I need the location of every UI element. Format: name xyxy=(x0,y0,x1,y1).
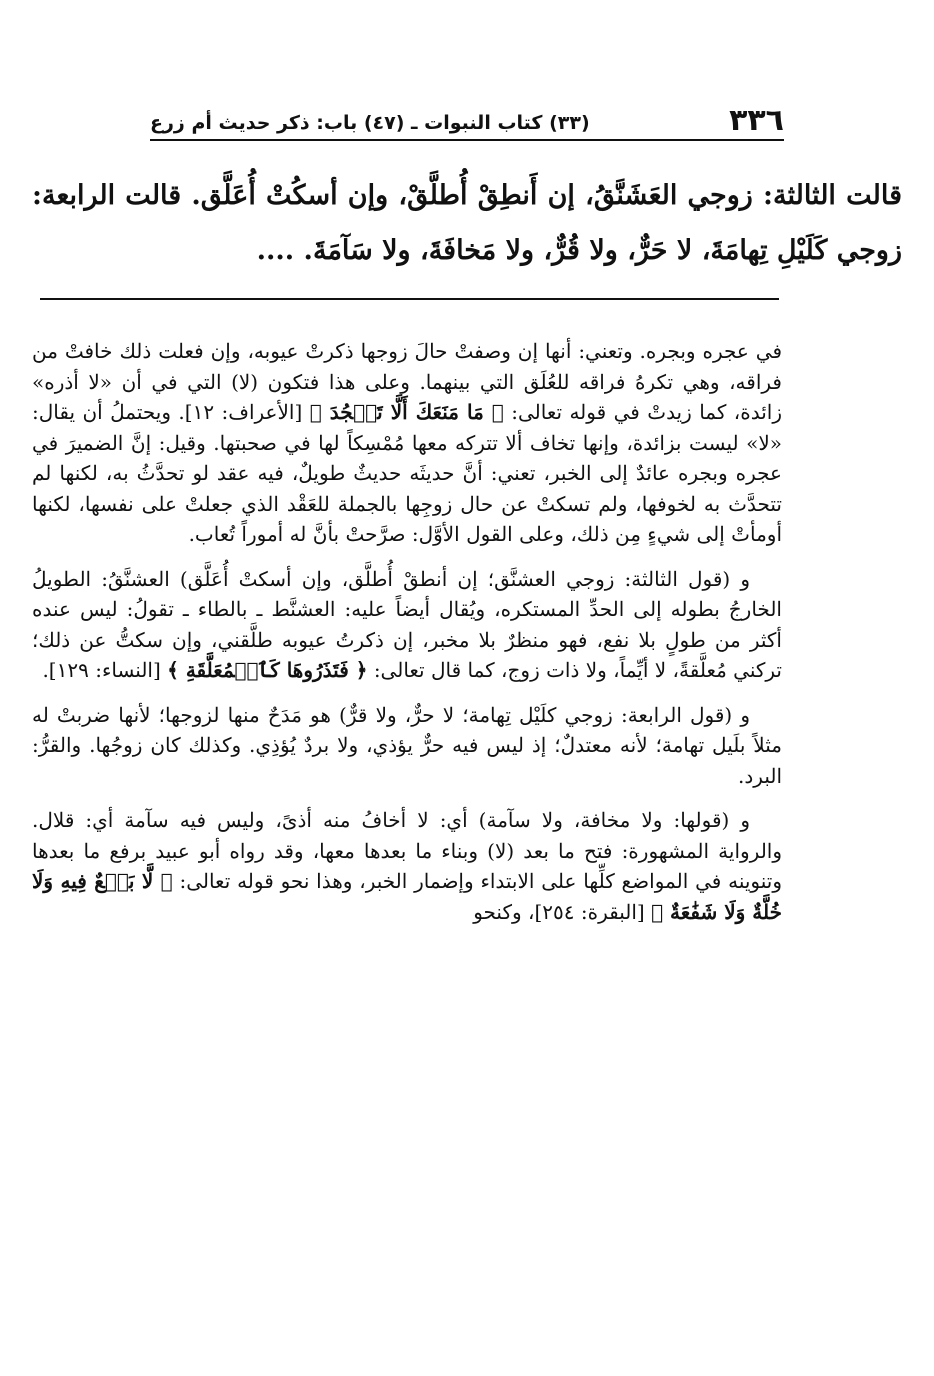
commentary-text: [الأعراف: ١٢]. ويحتملُ أن يقال: «لا» ليست بزائدة، وإنها تخاف ألا تتركه معها مُمْسِكاً لها في صحبتها. وقيل: إنَّ الضميرَ في عجره وبجره عائدٌ إلى الخبر، تعني: أنَّ حديثَه حديثٌ طويلٌ، فيه عقد لو تحدَّثُ به، لكنها لم تتحدَّث به لخوفها، ولم تسكتْ عن حال زوجِها بالجملة للعَقْد الذي جعلتْ على نفسها، لكنها أومأتْ إلى شيءٍ مِن ذلك، وعلى القول الأوَّل: صرَّحتْ بأنَّ له أموراً تُعاب. xyxy=(32,400,782,546)
commentary-paragraph xyxy=(32,805,782,927)
commentary-paragraph xyxy=(32,336,782,550)
separator-rule xyxy=(40,298,779,300)
quran-quote: ﴿ مَا مَنَعَكَ أَلَّا تَسۡجُدَ ﴾ xyxy=(309,400,504,424)
quran-reference: [النساء: ١٢٩]. xyxy=(42,658,161,682)
quran-quote: ﴿ لَّا بَيۡعٌ فِيهِ وَلَا خُلَّةٌ وَلَا شَفَٰعَةٌ ﴾ xyxy=(32,869,782,924)
commentary-paragraph xyxy=(32,700,782,792)
commentary-text: [البقرة: ٢٥٤]، وكنحو xyxy=(473,899,645,924)
commentary-text: و (قول الرابعة: زوجي كلَيْل تِهامة؛ لا حرٌّ، ولا قرٌّ) هو مَدَحٌ منها لزوجها؛ لأنها ضربتْ له مثلاً بلَيل تهامة؛ لأنه معتدلٌ؛ إذ ليس فيه حرٌّ يؤذي، ولا بردٌ يُؤذِي. وكذلك كان زوجُها. والقرُّ: البرد. xyxy=(32,702,782,788)
hadith-text: قالت الثالثة: زوجي العَشَنَّقُ، إن أَنطِقْ أُطلَّقْ، وإن أسكُتْ أُعَلَّق. قالت الرابعة: زوجي كَلَيْلِ تِهامَةَ، لا حَرٌّ، ولا قُرٌّ، ولا مَخافَةَ، ولا سَآمَةَ. .... xyxy=(32,180,902,266)
commentary-text: و (قول الثالثة: زوجي العشنَّق؛ إن أنطقْ أُطلَّق، وإن أسكتْ أُعَلَّق) العشنَّقُ: الطويلُ الخارجُ بطوله إلى الحدِّ المستكره، ويُقال أيضاً عليه: العشنَّط ـ بالطاء ـ تقولُ: ليس عنده أكثر من طولٍ بلا نفع، فهو منظرٌ بلا مخبر، إن ذكرتُ عيوبه طلَّقني، وإن سكتُّ عن ذلك؛ تركني مُعلَّقةً، لا أيِّماً، ولا ذات زوج، كما قال تعالى: xyxy=(32,566,782,682)
header-rule xyxy=(150,139,784,141)
page-header xyxy=(150,98,784,138)
commentary-paragraph xyxy=(32,564,782,686)
commentary-text: في عجره وبجره. وتعني: أنها إن وصفتْ حالَ زوجها ذكرتْ عيوبه، وإن فعلت ذلك خافتْ من فراقه، وهي تكرهُ فراقه للعُلَق التي بينهما. وعلى هذا فتكون (لا) التي في أن «لا أذره» زائدة، كما زيدتْ في قوله تعالى: xyxy=(32,339,783,424)
commentary xyxy=(32,336,782,941)
commentary-text: و (قولها: ولا مخافة، ولا سآمة) أي: لا أخافُ منه أذىً، وليس فيه سآمة أي: قلال. والرواية المشهورة: فتح ما بعد (لا) وبناء ما بعدها معها، وقد رواه أبو عبيد برفع ما بعدها وتنوينه في المواضع كلِّها على الابتداء وإضمار الخبر، وهذا نحو قوله تعالى: xyxy=(32,808,783,893)
running-title: (٣٣) كتاب النبوات ـ (٤٧) باب: ذكر حديث أم زرع xyxy=(150,112,590,134)
quran-quote: ﴿ فَتَذَرُوهَا كَٱلۡمُعَلَّقَةِ ﴾ xyxy=(167,658,368,682)
page-number: ٣٣٦ xyxy=(729,103,784,138)
